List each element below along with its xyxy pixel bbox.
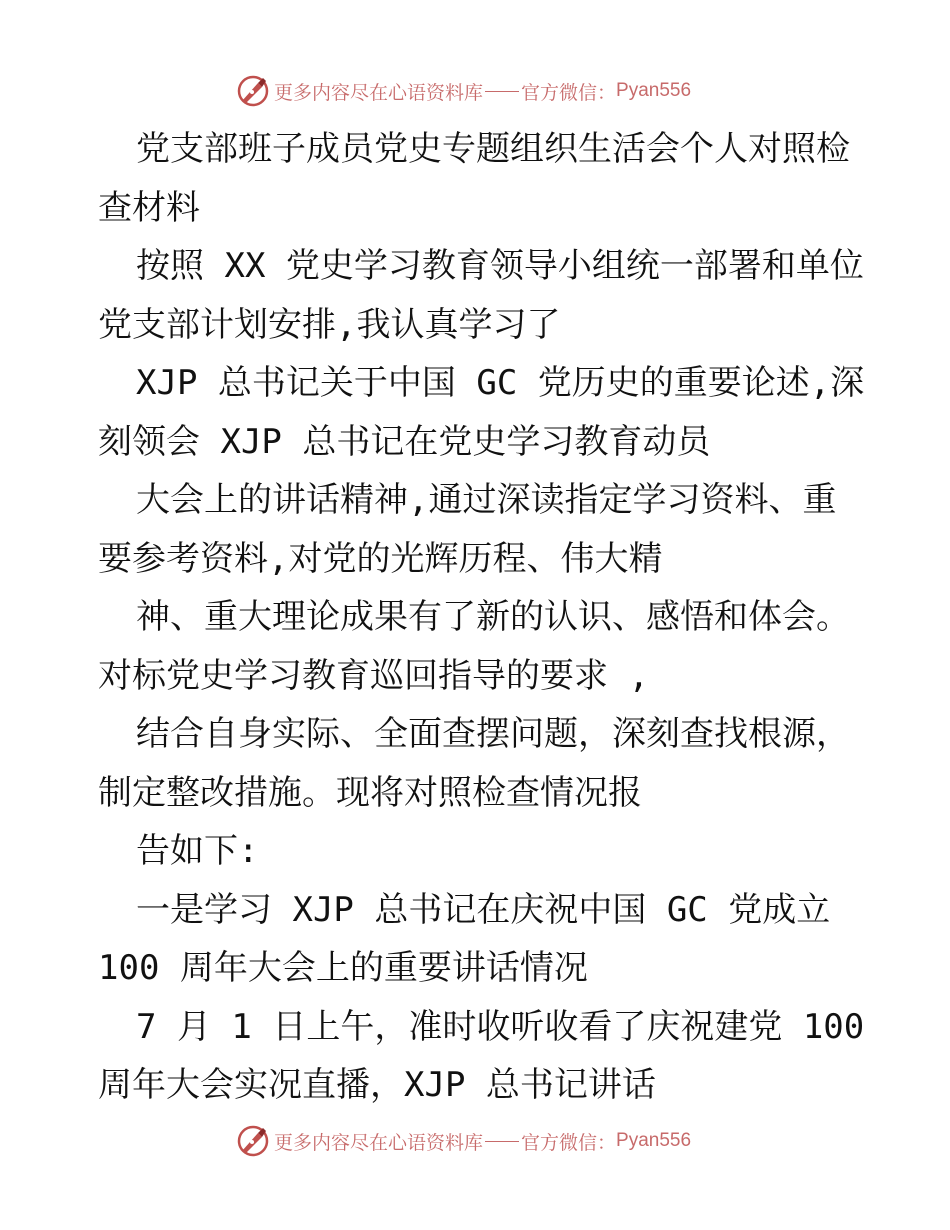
line-11: 结合自身实际、全面查摆问题，深刻查找根源， <box>136 714 850 754</box>
line-17: 周年大会实况直播，XJP 总书记讲话 <box>98 1065 656 1105</box>
header-watermark <box>236 74 691 108</box>
line-3: 按照 XX 党史学习教育领导小组统一部署和单位 <box>136 246 864 286</box>
line-14: 一是学习 XJP 总书记在庆祝中国 GC 党成立 <box>136 889 831 930</box>
line-15: 100 周年大会上的重要讲话情况 <box>98 948 588 988</box>
line-16: 7 月 1 日上午，准时收听收看了庆祝建党 100 <box>136 1006 865 1047</box>
watermark-dash <box>485 91 519 92</box>
pen-logo-icon <box>236 74 270 108</box>
line-9: 神、重大理论成果有了新的认识、感悟和体会。 <box>136 597 850 637</box>
watermark-text: 更多内容尽在心语资料库 <box>274 1131 484 1154</box>
watermark-id: Pyan556 <box>616 1130 692 1151</box>
line-1: 党支部班子成员党史专题组织生活会个人对照检 <box>136 129 850 169</box>
line-12: 制定整改措施。现将对照检查情况报 <box>98 772 642 813</box>
line-2: 查材料 <box>98 187 200 228</box>
line-8: 要参考资料,对党的光辉历程、伟大精 <box>98 538 663 579</box>
watermark-label: 官方微信： <box>521 81 617 104</box>
line-10: 对标党史学习教育巡回指导的要求 , <box>98 655 649 696</box>
watermark-dash <box>485 1141 519 1142</box>
watermark-label: 官方微信： <box>521 1131 617 1154</box>
watermark-id: Pyan556 <box>616 80 692 101</box>
line-7: 大会上的讲话精神,通过深读指定学习资料、重 <box>136 480 837 520</box>
watermark-text: 更多内容尽在心语资料库 <box>274 81 484 104</box>
line-13: 告如下: <box>136 831 259 871</box>
footer-watermark <box>236 1124 691 1158</box>
line-4: 党支部计划安排,我认真学习了 <box>98 304 561 345</box>
line-5: XJP 总书记关于中国 GC 党历史的重要论述,深 <box>136 363 865 403</box>
document-body <box>98 120 865 1115</box>
line-6: 刻领会 XJP 总书记在党史学习教育动员 <box>98 421 711 462</box>
pen-logo-icon <box>236 1124 270 1158</box>
